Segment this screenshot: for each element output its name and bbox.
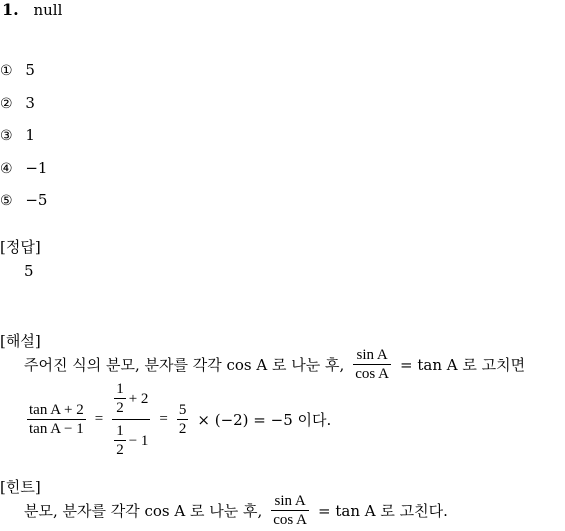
choice-mark: ⑤	[0, 193, 13, 209]
complex-numerator-rest: + 2	[128, 390, 149, 407]
choice-value: 1	[25, 126, 35, 144]
hint-line	[24, 492, 448, 529]
explanation-text-a: 주어진 식의 분모, 분자를 각각 cos A 로 나눈 후,	[24, 356, 345, 374]
half-fraction	[114, 380, 126, 417]
equals-sign: =	[94, 411, 104, 427]
half-fraction	[114, 422, 126, 459]
choice-value: −5	[25, 191, 48, 209]
choice-value: 5	[25, 61, 35, 79]
sin-over-cos-fraction	[271, 492, 309, 529]
complex-denominator-rest: − 1	[128, 432, 149, 449]
question-number: 1.	[2, 0, 19, 19]
fraction-denominator: cos A	[273, 512, 308, 528]
choice-5[interactable]	[0, 191, 47, 209]
complex-fraction	[112, 380, 150, 459]
complex-numerator	[112, 380, 150, 420]
half-numerator: 1	[116, 381, 124, 397]
fraction-denominator: cos A	[355, 366, 390, 382]
choice-value: −1	[25, 159, 48, 177]
choice-value: 3	[25, 94, 35, 112]
answer-heading: [정답]	[0, 238, 41, 256]
complex-denominator	[112, 420, 150, 459]
hint-text-b: = tan A 로 고친다.	[318, 502, 448, 520]
question-header	[2, 0, 62, 19]
fraction-numerator: 5	[178, 402, 187, 418]
choice-4[interactable]	[0, 159, 47, 177]
explanation-equation	[24, 380, 331, 459]
hint-heading: [힌트]	[0, 478, 41, 496]
explanation-heading: [해설]	[0, 332, 41, 350]
explanation-text-b: = tan A 로 고치면	[400, 356, 526, 374]
half-denominator: 2	[116, 442, 124, 458]
fraction-denominator: 2	[178, 421, 187, 437]
choice-mark: ④	[0, 161, 13, 177]
choice-mark: ①	[0, 63, 13, 79]
lhs-fraction	[27, 401, 86, 438]
half-denominator: 2	[116, 400, 124, 416]
choice-mark: ③	[0, 128, 13, 144]
five-halves-fraction	[177, 401, 189, 438]
fraction-numerator: sin A	[353, 346, 391, 365]
choice-2[interactable]	[0, 94, 35, 112]
choice-1[interactable]	[0, 61, 35, 79]
choice-3[interactable]	[0, 126, 35, 144]
lhs-denominator: tan A − 1	[29, 421, 84, 437]
answer-value: 5	[24, 262, 34, 280]
half-numerator: 1	[116, 423, 124, 439]
lhs-numerator: tan A + 2	[29, 402, 84, 418]
question-text: null	[33, 1, 63, 19]
hint-text-a: 분모, 분자를 각각 cos A 로 나눈 후,	[24, 502, 263, 520]
choice-mark: ②	[0, 96, 13, 112]
sin-over-cos-fraction	[353, 346, 391, 383]
equation-tail: × (−2) = −5 이다.	[197, 411, 332, 429]
equals-sign: =	[159, 411, 168, 427]
fraction-numerator: sin A	[271, 492, 309, 511]
explanation-line-1	[24, 346, 525, 383]
